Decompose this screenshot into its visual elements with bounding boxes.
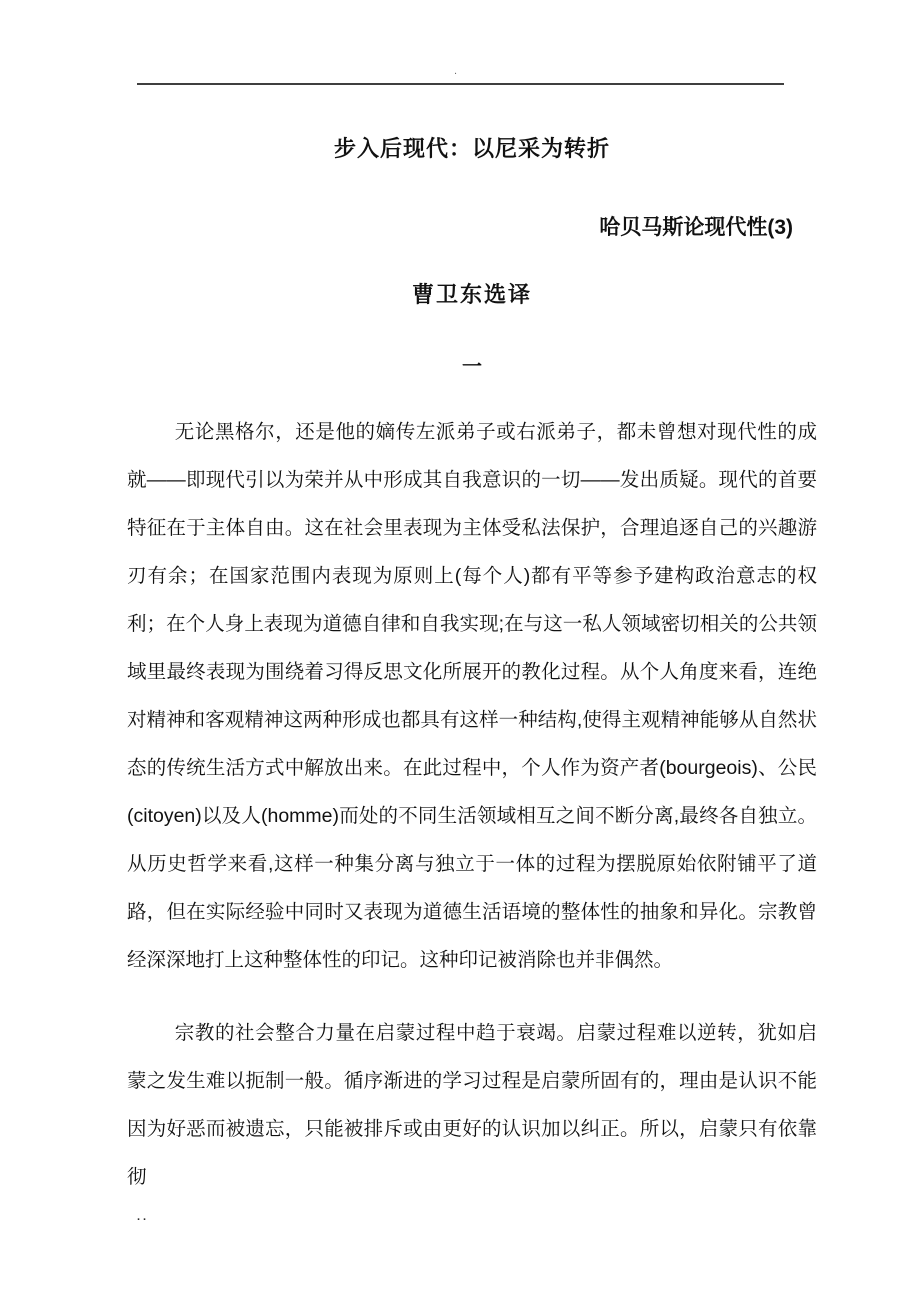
body-paragraph-2: 宗教的社会整合力量在启蒙过程中趋于衰竭。启蒙过程难以逆转，犹如启蒙之发生难以扼制一般。循序渐进的学习过程是启蒙所固有的，理由是认识不能因为好恶而被遗忘，只能被排斥或由更好的认识加以纠正。所以，启蒙只有依靠彻 <box>127 1022 817 1188</box>
translator-credit: 曹卫东选译 <box>411 282 532 307</box>
footer-marks: .. <box>137 1211 150 1223</box>
header-rule-divider <box>137 83 784 85</box>
body-paragraph-1: 无论黑格尔，还是他的嫡传左派弟子或右派弟子，都未曾想对现代性的成就——即现代引以为荣并从中形成其自我意识的一切——发出质疑。现代的首要特征在于主体自由。这在社会里表现为主体受私法保护，合理追逐自己的兴趣游刃有余；在国家范围内表现为原则上(每个人)都有平等参予建构政治意志的权利；在个人身上表现为道德自律和自我实现;在与这一私人领域密切相关的公共领域里最终表现为围绕着习得反思文化所展开的教化过程。从个人角度来看，连绝对精神和客观精神这两种形成也都具有这样一种结构,使得主观精神能够从自然状态的传统生活方式中解放出来。在此过程中，个人作为资产者(bourgeois)、公民(citoyen)以及人(homme)而处的不同生活领域相互之间不断分离,最终各自独立。从历史哲学来看,这样一种集分离与独立于一体的过程为摆脱原始依附铺平了道路，但在实际经验中同时又表现为道德生活语境的整体性的抽象和异化。宗教曾经深深地打上这种整体性的印记。这种印记被消除也并非偶然。 <box>127 421 817 971</box>
document-subtitle: 哈贝马斯论现代性(3) <box>599 216 793 239</box>
header-stray-dot: . <box>454 65 458 77</box>
document-title: 步入后现代：以尼采为转折 <box>333 136 610 161</box>
section-number: 一 <box>462 356 482 378</box>
